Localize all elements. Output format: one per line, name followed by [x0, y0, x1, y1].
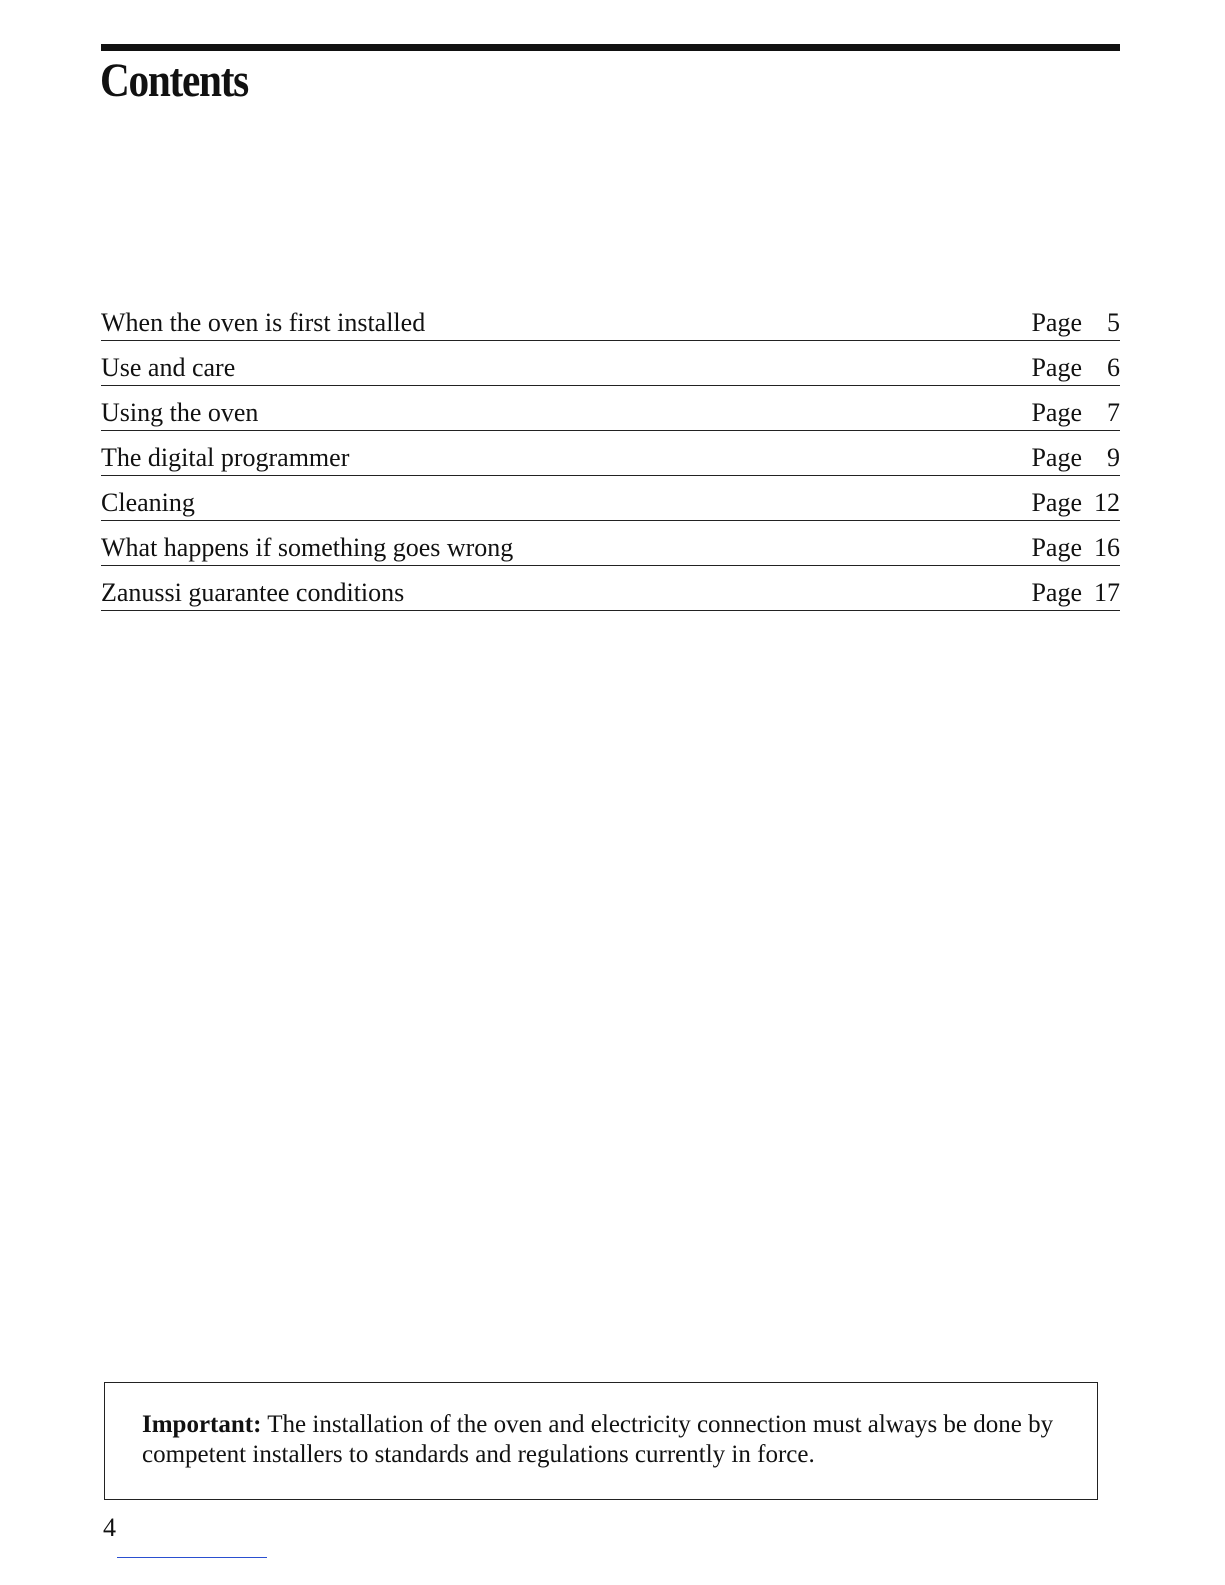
toc-page-label: Page: [1031, 308, 1082, 337]
toc-page-number: 12: [1094, 488, 1120, 517]
toc-entry-page: [1031, 398, 1120, 428]
table-of-contents: [101, 296, 1120, 611]
toc-row[interactable]: [101, 476, 1120, 521]
toc-row[interactable]: [101, 566, 1120, 611]
toc-entry-page: [1031, 443, 1120, 473]
toc-entry-page: [1031, 488, 1120, 518]
toc-entry-title: The digital programmer: [101, 443, 350, 472]
top-rule: [101, 44, 1120, 51]
important-label: Important:: [142, 1411, 262, 1438]
toc-page-number: 5: [1107, 308, 1120, 337]
toc-entry-title: Use and care: [101, 353, 236, 382]
toc-row[interactable]: [101, 386, 1120, 431]
page-number: 4: [103, 1513, 116, 1542]
toc-entry-page: [1031, 308, 1120, 338]
toc-entry-page: [1031, 533, 1120, 563]
link-underline: [117, 1557, 267, 1558]
toc-entry-title: What happens if something goes wrong: [101, 533, 514, 562]
toc-page-label: Page: [1031, 398, 1082, 427]
toc-row[interactable]: [101, 296, 1120, 341]
important-notice-body: The installation of the oven and electricity connection must always be done by competent installers to standards and regulations currently in force.: [142, 1411, 1054, 1468]
toc-page-label: Page: [1031, 443, 1082, 472]
toc-page-label: Page: [1031, 578, 1082, 607]
toc-row[interactable]: [101, 431, 1120, 476]
toc-page-number: 9: [1107, 443, 1120, 472]
toc-page-label: Page: [1031, 353, 1082, 382]
toc-entry-title: Cleaning: [101, 488, 195, 517]
toc-entry-title: Zanussi guarantee conditions: [101, 578, 405, 607]
toc-entry-page: [1031, 353, 1120, 383]
toc-page-number: 7: [1107, 398, 1120, 427]
toc-page-number: 17: [1094, 578, 1120, 607]
toc-row[interactable]: [101, 341, 1120, 386]
toc-page-number: 6: [1107, 353, 1120, 382]
important-notice-box: [104, 1382, 1098, 1500]
toc-page-label: Page: [1031, 533, 1082, 562]
toc-page-label: Page: [1031, 488, 1082, 517]
page-title: Contents: [100, 54, 248, 107]
important-notice-text: [142, 1410, 1082, 1470]
toc-page-number: 16: [1094, 533, 1120, 562]
toc-entry-page: [1031, 578, 1120, 608]
toc-row[interactable]: [101, 521, 1120, 566]
toc-entry-title: When the oven is first installed: [101, 308, 426, 337]
toc-entry-title: Using the oven: [101, 398, 259, 427]
